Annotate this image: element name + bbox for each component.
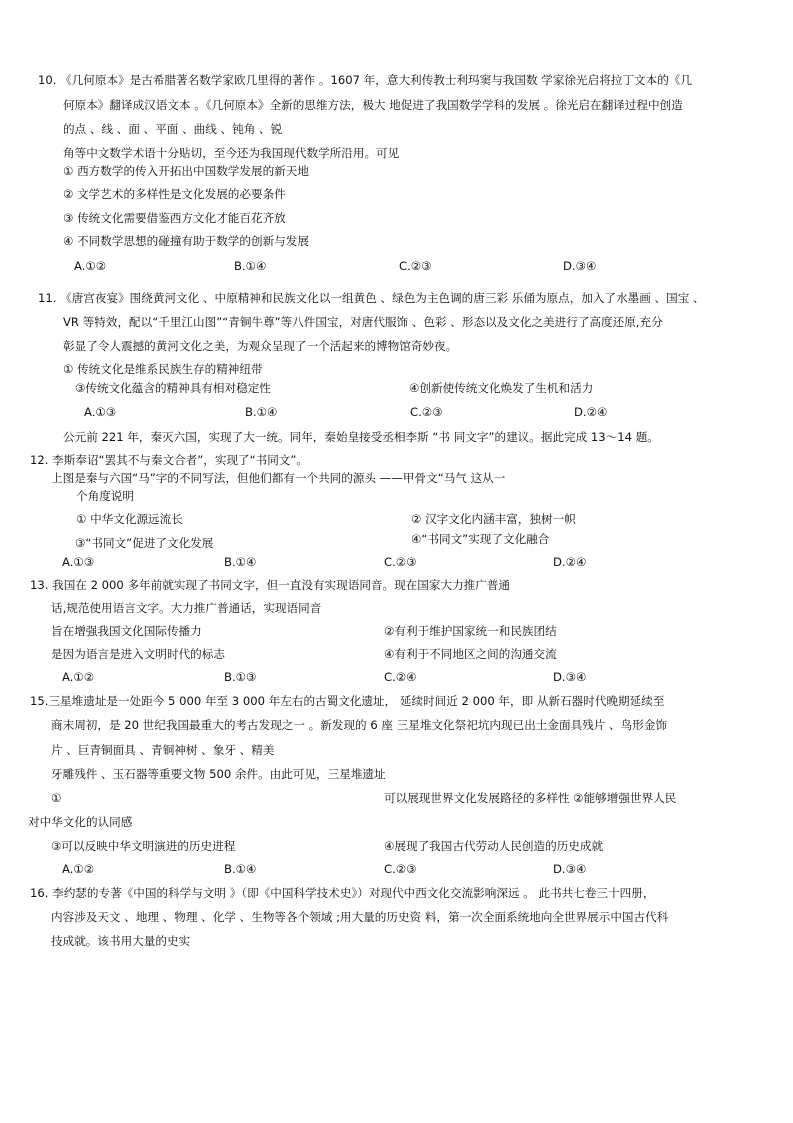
q13-stem-line-1: 13. 我国在 2 000 多年前就实现了书同文字，但一直没有实现语同音。现在国家大力推广普通 bbox=[30, 578, 511, 592]
q11-option-a[interactable]: A.①③ bbox=[84, 405, 117, 419]
q11-option-b[interactable]: B.①④ bbox=[245, 405, 278, 419]
q15-stem-line-3: 片 、巨青铜面具 、青铜神树 、象牙 、精美 bbox=[51, 743, 275, 757]
q13-item-1: 旨在增强我国文化国际传播力 bbox=[51, 624, 202, 638]
q15-item-2-cont: 对中华文化的认同感 bbox=[28, 815, 133, 829]
q13-option-d[interactable]: D.③④ bbox=[553, 670, 587, 684]
q11-stem-line-3: 彰显了令人震撼的黄河文化之美，为观众呈现了一个活起来的博物馆奇妙夜。 bbox=[63, 339, 458, 353]
section-intro: 公元前 221 年，秦灭六国，实现了大一统。同年，秦始皇接受丞相李斯 “书 同文字”的建议。据此完成 13～14 题。 bbox=[63, 430, 659, 444]
q12-option-d[interactable]: D.②④ bbox=[553, 555, 587, 569]
q15-item-1-and-2: 可以展现世界文化发展路径的多样性 ②能够增强世界人民 bbox=[384, 791, 677, 805]
q10-option-a[interactable]: A.①② bbox=[74, 259, 107, 273]
q16-stem-line-3: 技成就。该书用大量的史实 bbox=[51, 934, 191, 948]
q10-option-d[interactable]: D.③④ bbox=[563, 259, 597, 273]
q10-option-c[interactable]: C.②③ bbox=[399, 259, 432, 273]
q15-item-3: ③可以反映中华文明演进的历史进程 bbox=[51, 839, 236, 853]
q15-option-c[interactable]: C.②③ bbox=[384, 862, 417, 876]
q12-item-3: ③“书同文”促进了文化发展 bbox=[75, 536, 214, 550]
q11-item-1: ① 传统文化是维系民族生存的精神纽带 bbox=[63, 362, 263, 376]
q10-stem-line-3: 的点 、线 、面 、平面 、曲线 、钝角 、锐 bbox=[63, 122, 283, 136]
q15-option-a[interactable]: A.①② bbox=[62, 862, 95, 876]
q11-item-4: ④创新使传统文化焕发了生机和活力 bbox=[409, 381, 594, 395]
q12-stem-line-1: 12. 李斯奉诏“罢其不与秦文合者”，实现了“书同文”。 bbox=[30, 453, 309, 467]
q10-item-1: ① 西方数学的传入开拓出中国数学发展的新天地 bbox=[63, 164, 309, 178]
q15-stem-line-4: 牙雕残件 、玉石器等重要文物 500 余件。由此可见，三星堆遗址 bbox=[51, 767, 386, 781]
q15-item-4: ④展现了我国古代劳动人民创造的历史成就 bbox=[384, 839, 604, 853]
q11-stem-line-1: 11. 《唐宫夜宴》围绕黄河文化 、中原精神和民族文化以一组黄色 、绿色为主色调的唐三彩 乐俑为原点，加入了水墨画 、国宝 、 bbox=[38, 291, 705, 305]
q12-option-b[interactable]: B.①④ bbox=[224, 555, 257, 569]
q11-option-c[interactable]: C.②③ bbox=[410, 405, 443, 419]
q13-option-c[interactable]: C.②④ bbox=[384, 670, 417, 684]
q10-item-3: ③ 传统文化需要借鉴西方文化才能百花齐放 bbox=[63, 211, 286, 225]
q11-item-3: ③传统文化蕴含的精神具有相对稳定性 bbox=[75, 381, 271, 395]
q15-item-1-marker: ① bbox=[51, 791, 62, 805]
q13-stem-line-2: 话,规范使用语言文字。大力推广普通话，实现语同音 bbox=[51, 601, 322, 615]
q13-item-4: ④有利于不同地区之间的沟通交流 bbox=[384, 647, 557, 661]
q15-option-d[interactable]: D.③④ bbox=[553, 862, 587, 876]
q13-item-3: 是因为语言是进入文明时代的标志 bbox=[51, 647, 225, 661]
q12-item-1: ① 中华文化源远流长 bbox=[76, 512, 183, 526]
q13-item-2: ②有利于维护国家统一和民族团结 bbox=[384, 624, 557, 638]
q10-stem-line-1: 10. 《几何原本》是古希腊著名数学家欧几里得的著作 。1607 年，意大利传教士利玛窦与我国数 学家徐光启将拉丁文本的《几 bbox=[38, 73, 692, 87]
q11-option-d[interactable]: D.②④ bbox=[574, 405, 608, 419]
q12-stem-line-3: 个角度说明 bbox=[76, 489, 134, 503]
q10-stem-line-4: 角等中文数学术语十分贴切，至今还为我国现代数学所沿用。可见 bbox=[63, 146, 400, 160]
q16-stem-line-2: 内容涉及天文 、地理 、物理 、化学 、生物等各个领域 ;用大量的历史资 料，第一次全面系统地向全世界展示中国古代科 bbox=[51, 910, 669, 924]
q12-stem-line-2: 上图是秦与六国“马”字的不同写法，但他们都有一个共同的源头 ——甲骨文“马气 这从一 bbox=[51, 471, 506, 485]
q13-option-a[interactable]: A.①② bbox=[62, 670, 95, 684]
q12-option-c[interactable]: C.②③ bbox=[384, 555, 417, 569]
q15-option-b[interactable]: B.①④ bbox=[224, 862, 257, 876]
q15-stem-line-1: 15.三星堆遗址是一处距今 5 000 年至 3 000 年左右的古蜀文化遗址， 延续时间近 2 000 年，即 从新石器时代晚期延续至 bbox=[30, 694, 665, 708]
q10-stem-line-2: 何原本》翻译成汉语文本 。《几何原本》全新的思维方法，极大 地促进了我国数学学科的发展 。徐光启在翻译过程中创造 bbox=[63, 98, 683, 112]
q10-option-b[interactable]: B.①④ bbox=[234, 259, 267, 273]
q13-option-b[interactable]: B.①③ bbox=[224, 670, 257, 684]
q11-stem-line-2: VR 等特效，配以“千里江山图”“青铜牛尊”等八件国宝，对唐代服饰 、色彩 、形态以及文化之美进行了高度还原,充分 bbox=[63, 315, 663, 329]
q12-item-2: ② 汉字文化内涵丰富，独树一帜 bbox=[411, 512, 576, 526]
q16-stem-line-1: 16. 李约瑟的专著《中国的科学与文明 》（即《中国科学技术史》）对现代中西文化交流影响深远 。 此书共七卷三十四册， bbox=[30, 886, 655, 900]
q10-item-4: ④ 不同数学思想的碰撞有助于数学的创新与发展 bbox=[63, 234, 309, 248]
q12-item-4: ④“书同文”实现了文化融合 bbox=[411, 532, 550, 546]
q10-item-2: ② 文学艺术的多样性是文化发展的必要条件 bbox=[63, 187, 286, 201]
q12-option-a[interactable]: A.①③ bbox=[62, 555, 95, 569]
q15-stem-line-2: 商末周初，是 20 世纪我国最重大的考古发现之一 。新发现的 6 座 三星堆文化祭祀坑内现已出土金面具残片 、鸟形金饰 bbox=[51, 718, 668, 732]
